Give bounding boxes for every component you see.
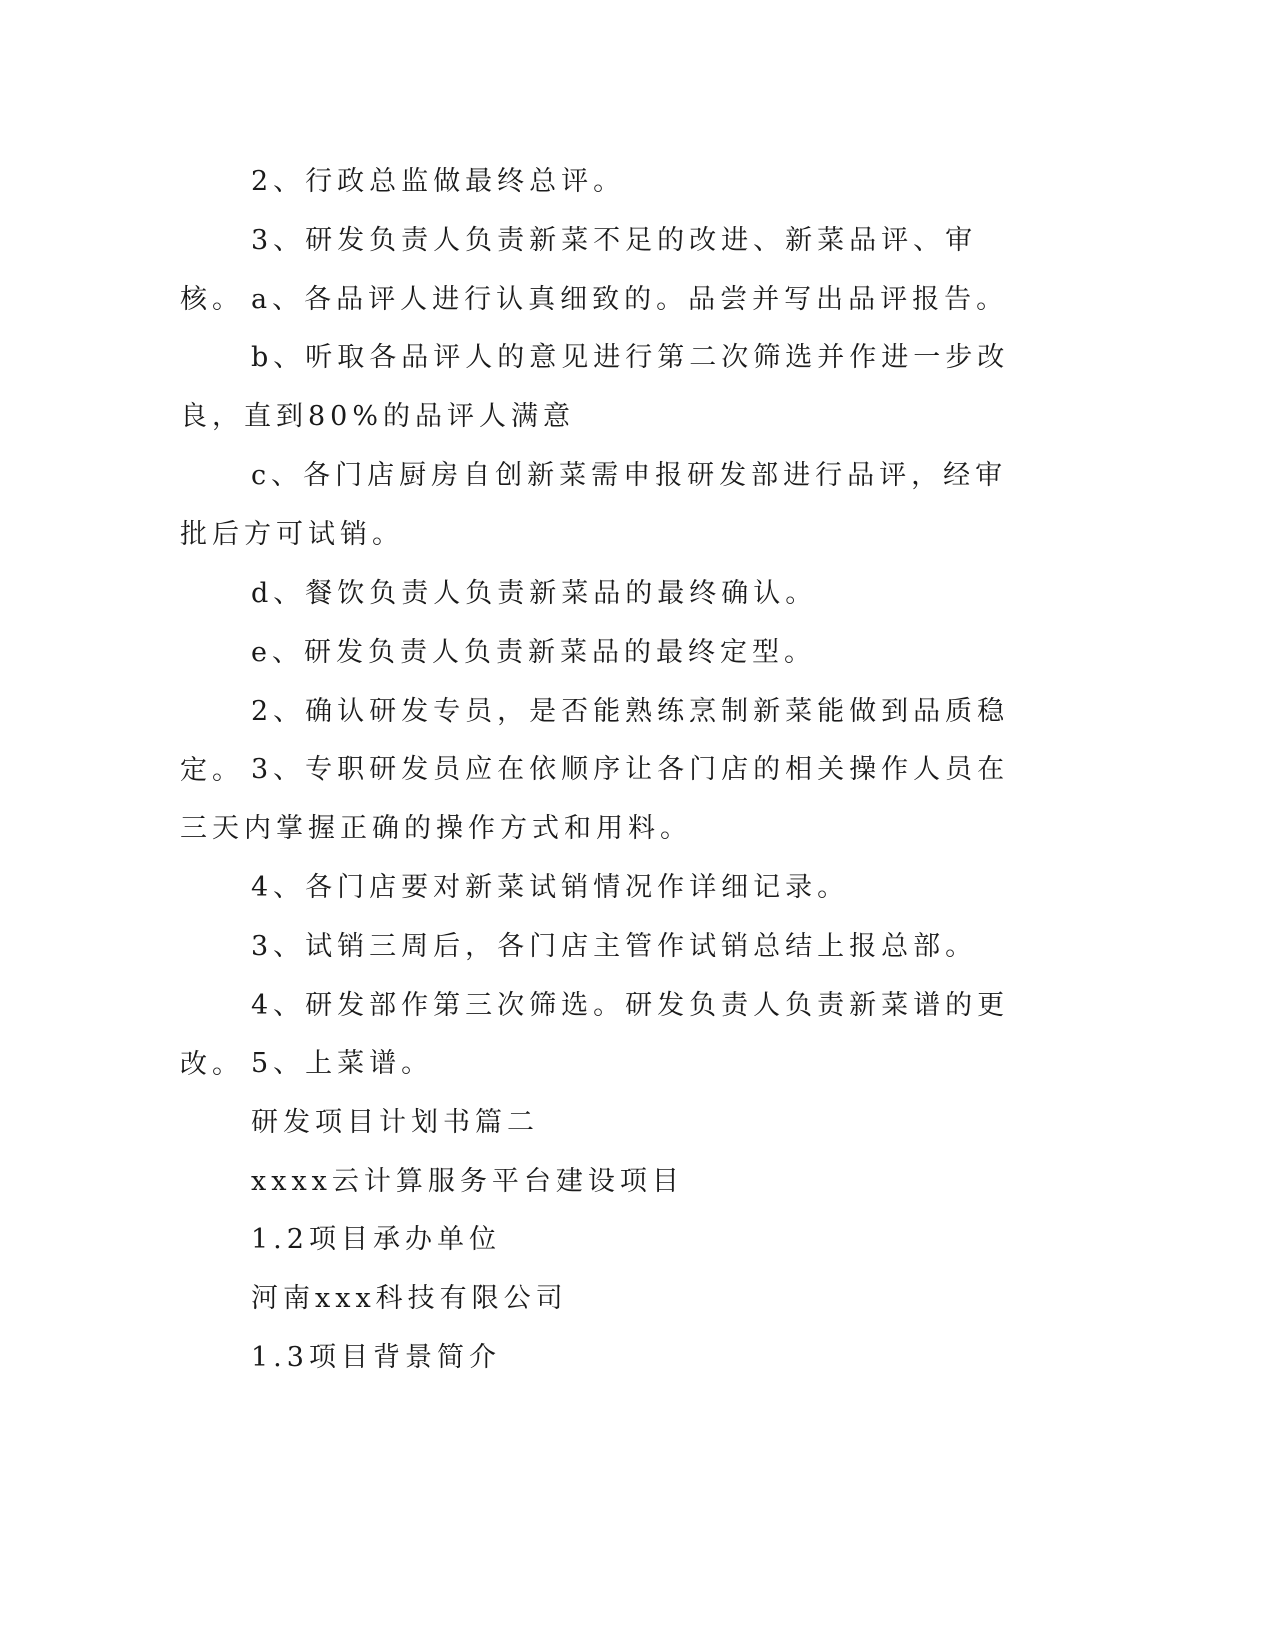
subsection-heading: 1.3项目背景简介	[251, 1342, 501, 1373]
paragraph: 5、上菜谱。	[251, 1048, 434, 1079]
paragraph: xxxx云计算服务平台建设项目	[251, 1166, 684, 1197]
paragraph: 2、行政总监做最终总评。	[251, 166, 626, 197]
paragraph: c、各门店厨房自创新菜需申报研发部进行品评，经审批后方可试销。	[180, 460, 1008, 550]
subsection-heading: 1.2项目承办单位	[251, 1224, 501, 1255]
paragraph: b、听取各品评人的意见进行第二次筛选并作进一步改良，直到80%的品评人满意	[180, 342, 1010, 432]
paragraph: 河南xxx科技有限公司	[251, 1283, 568, 1314]
paragraph: 3、专职研发员应在依顺序让各门店的相关操作人员在三天内掌握正确的操作方式和用料。	[180, 754, 1010, 844]
paragraph: a、各品评人进行认真细致的。品尝并写出品评报告。	[251, 284, 1009, 315]
paragraph: 3、研发负责人负责新菜不足的改进、新菜品评、审核。	[180, 225, 978, 315]
paragraph: 4、研发部作第三次筛选。研发负责人负责新菜谱的更改。	[180, 990, 1010, 1080]
paragraph: d、餐饮负责人负责新菜品的最终确认。	[251, 578, 818, 609]
paragraph: 2、确认研发专员，是否能熟练烹制新菜能做到品质稳定。	[180, 696, 1010, 786]
paragraph: 4、各门店要对新菜试销情况作详细记录。	[251, 872, 850, 903]
paragraph: e、研发负责人负责新菜品的最终定型。	[251, 637, 816, 668]
section-heading: 研发项目计划书篇二	[251, 1107, 539, 1138]
paragraph: 3、试销三周后，各门店主管作试销总结上报总部。	[251, 931, 978, 962]
